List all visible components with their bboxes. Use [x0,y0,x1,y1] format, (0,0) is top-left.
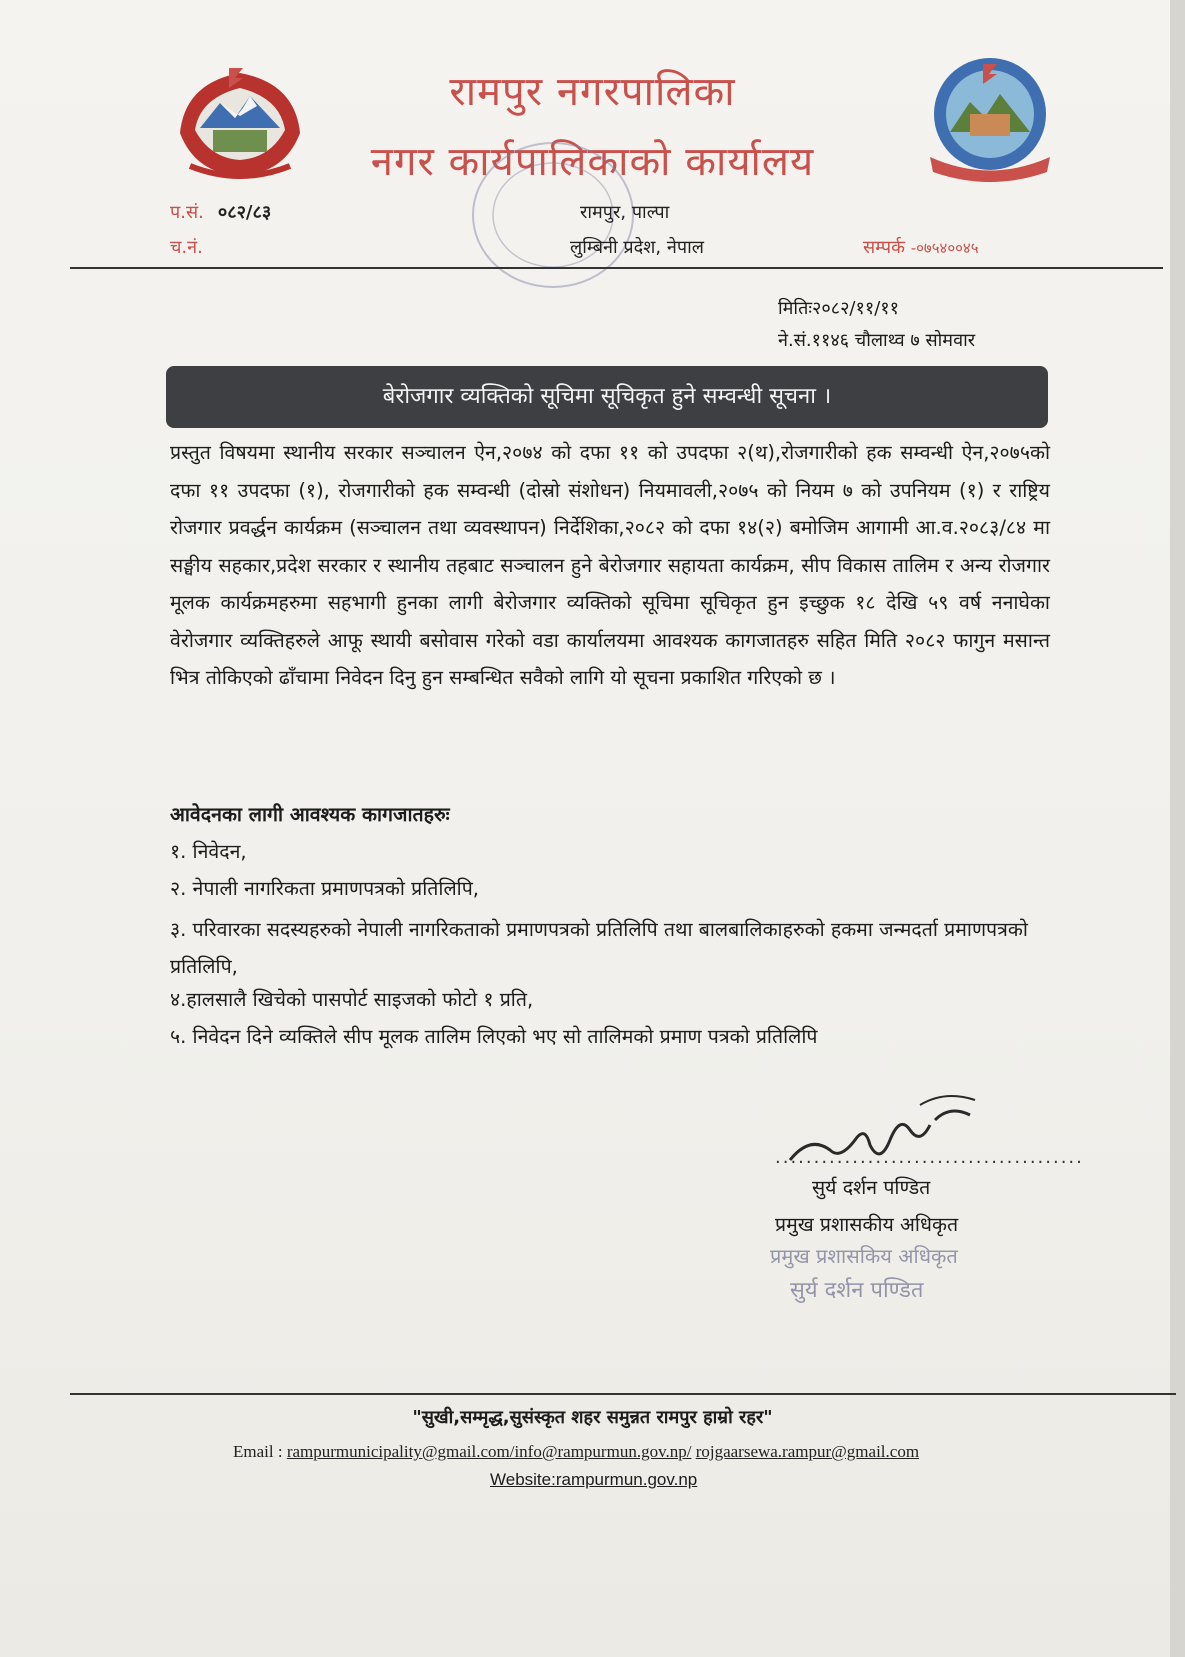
signatory-title: प्रमुख प्रशासकीय अधिकृत [775,1213,959,1236]
requirement-item: ४.हालसालै खिचेको पासपोर्ट साइजको फोटो १ प्रति, [170,988,534,1011]
email-link-secondary[interactable]: rojgaarsewa.rampur@gmail.com [695,1442,920,1461]
signature-line: ........................................ [775,1147,1084,1168]
email-link-primary[interactable]: rampurmunicipality@gmail.com/info@rampurmun.gov.np/ [286,1442,692,1461]
contact-label: सम्पर्क [863,237,905,258]
ref-ps-label: प.सं. [170,202,204,223]
contact-number [863,235,979,259]
requirement-item: १. निवेदन, [170,840,247,863]
date-bs: मितिः२०८२/११/११ [778,298,899,319]
office-name: नगर कार्यपालिकाको कार्यालय [370,139,815,185]
notice-body: प्रस्तुत विषयमा स्थानीय सरकार सञ्चालन ऐन,२०७४ को दफा ११ को उपदफा २(थ),रोजगारीको हक सम्वन्धी ऐन,२०७५को दफा ११ उपदफा (१), रोजगारीको हक सम्वन्धी (दोस्रो संशोधन) नियमावली,२०७५ को नियम ७ को उपनियम (१) र राष्ट्रिय रोजगार प्रवर्द्धन कार्यक्रम (सञ्चालन तथा व्यवस्थापन) निर्देशिका,२०८२ को दफा १४(२) बमोजिम आगामी आ.व.२०८३/८४ मा सङ्घीय सहकार,प्रदेश सरकार र स्थानीय तहबाट सञ्चालन हुने बेरोजगार सहायता कार्यक्रम, सीप विकास तालिम र अन्य रोजगार मूलक कार्यक्रमहरुमा सहभागी हुनका लागी बेरोजगार व्यक्तिको सूचिमा सूचिकृत हुन इच्छुक १८ देखि ५९ वर्ष ननाघेका वेरोजगार व्यक्तिहरुले आफू स्थायी बसोवास गरेको वडा कार्यालयमा आवश्यक कागजातहरु सहित मिति २०८२ फागुन मसान्त भित्र तोकिएको ढाँचामा निवेदन दिनु हुन सम्बन्धित सवैको लागि यो सूचना प्रकाशित गरिएको छ । [170,441,1050,689]
signatory-name: सुर्य दर्शन पण्डित [812,1176,931,1199]
ref-cn-label: च.नं. [170,237,203,258]
requirement-item: २. नेपाली नागरिकता प्रमाणपत्रको प्रतिलिपि, [170,877,480,900]
stamp-name-text: सुर्य दर्शन पण्डित [790,1278,924,1303]
contact-value: -०७५४००४५ [910,239,979,257]
requirement-item: ५. निवेदन दिने व्यक्तिले सीप मूलक तालिम लिएको भए सो तालिमको प्रमाण पत्रको प्रतिलिपि [170,1025,818,1048]
reference-cn [170,235,203,259]
reference-ps [170,200,271,224]
org-name: रामपुर नगरपालिका [449,69,736,115]
email-label: Email : [233,1442,283,1461]
date-nepal-sambat: ने.सं.११४६ चौलाथ्व ७ सोमवार [778,330,976,351]
address-line-2: लुम्बिनी प्रदेश, नेपाल [570,237,704,258]
address-line-1: रामपुर, पाल्पा [580,202,670,223]
ref-ps-value: ०८२/८३ [217,202,272,223]
stamp-title-text: प्रमुख प्रशासकिय अधिकृत [770,1244,958,1268]
footer-divider [70,1393,1176,1395]
requirement-item: ३. परिवारका सदस्यहरुको नेपाली नागरिकताको प्रमाणपत्रको प्रतिलिपि तथा बालबालिकाहरुको हकमा जन्मदर्ता प्रमाणपत्रको प्रतिलिपि, [170,918,1028,978]
website-link[interactable]: Website:rampurmun.gov.np [490,1470,698,1489]
name-stamp-icon [765,1235,1005,1315]
header-divider [70,267,1163,269]
requirements-heading: आवेदनका लागी आवश्यक कागजातहरुः [170,803,450,826]
footer-motto: "सुखी,सम्मृद्ध,सुसंस्कृत शहर समुन्नत रामपुर हाम्रो रहर" [412,1407,773,1428]
footer-email-row [233,1442,919,1462]
subject-banner: बेरोजगार व्यक्तिको सूचिमा सूचिकृत हुने सम्वन्धी सूचना । [166,366,1048,428]
